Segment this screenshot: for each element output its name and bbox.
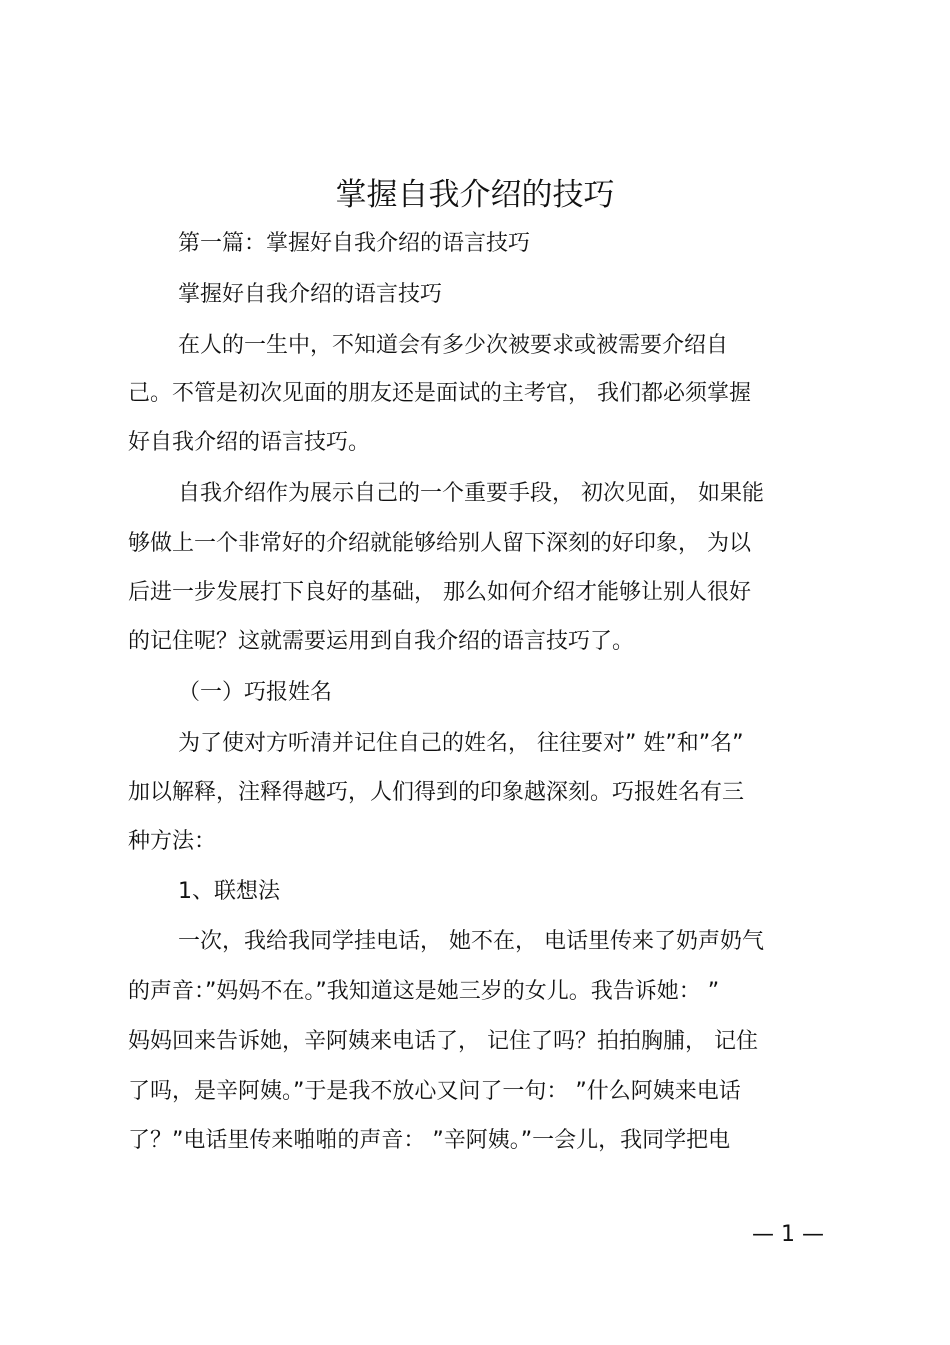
paragraph-line: 的记住呢？这就需要运用到自我介绍的语言技巧了。: [128, 629, 635, 654]
paragraph-line: 自我介绍作为展示自己的一个重要手段， 初次见面， 如果能: [178, 481, 764, 506]
paragraph-line: 了吗，是辛阿姨。”于是我不放心又问了一句： ”什么阿姨来电话: [128, 1079, 741, 1104]
paragraph-line: 己。不管是初次见面的朋友还是面试的主考官， 我们都必须掌握: [128, 381, 751, 406]
method-heading: 1、联想法: [178, 879, 280, 904]
paragraph-line: 后进一步发展打下良好的基础， 那么如何介绍才能够让别人很好: [128, 580, 751, 605]
section-heading: 第一篇：掌握好自我介绍的语言技巧: [178, 231, 531, 256]
paragraph-line: 够做上一个非常好的介绍就能够给别人留下深刻的好印象， 为以: [128, 531, 751, 556]
paragraph-line: 了？”电话里传来啪啪的声音： ”辛阿姨。”一会儿，我同学把电: [128, 1128, 731, 1153]
document-title: 掌握自我介绍的技巧: [335, 177, 615, 213]
paragraph-line: 种方法：: [128, 829, 217, 854]
paragraph-line: 的声音：”妈妈不在。”我知道这是她三岁的女儿。我告诉她： ”: [128, 979, 720, 1004]
paragraph-line: 好自我介绍的语言技巧。: [128, 430, 371, 455]
paragraph-line: 妈妈回来告诉她，辛阿姨来电话了， 记住了吗？拍拍胸脯， 记住: [128, 1029, 758, 1054]
subheading: 掌握好自我介绍的语言技巧: [178, 282, 443, 307]
paragraph-line: 在人的一生中，不知道会有多少次被要求或被需要介绍自: [178, 333, 729, 358]
paragraph-line: 一次，我给我同学挂电话， 她不在， 电话里传来了奶声奶气: [178, 929, 764, 954]
subsection-heading: （一）巧报姓名: [178, 680, 333, 705]
paragraph-line: 加以解释，注释得越巧，人们得到的印象越深刻。巧报姓名有三: [128, 780, 745, 805]
paragraph-line: 为了使对方听清并记住自己的姓名， 往往要对” 姓”和”名”: [178, 731, 744, 756]
page-number: — 1 —: [752, 1222, 824, 1247]
